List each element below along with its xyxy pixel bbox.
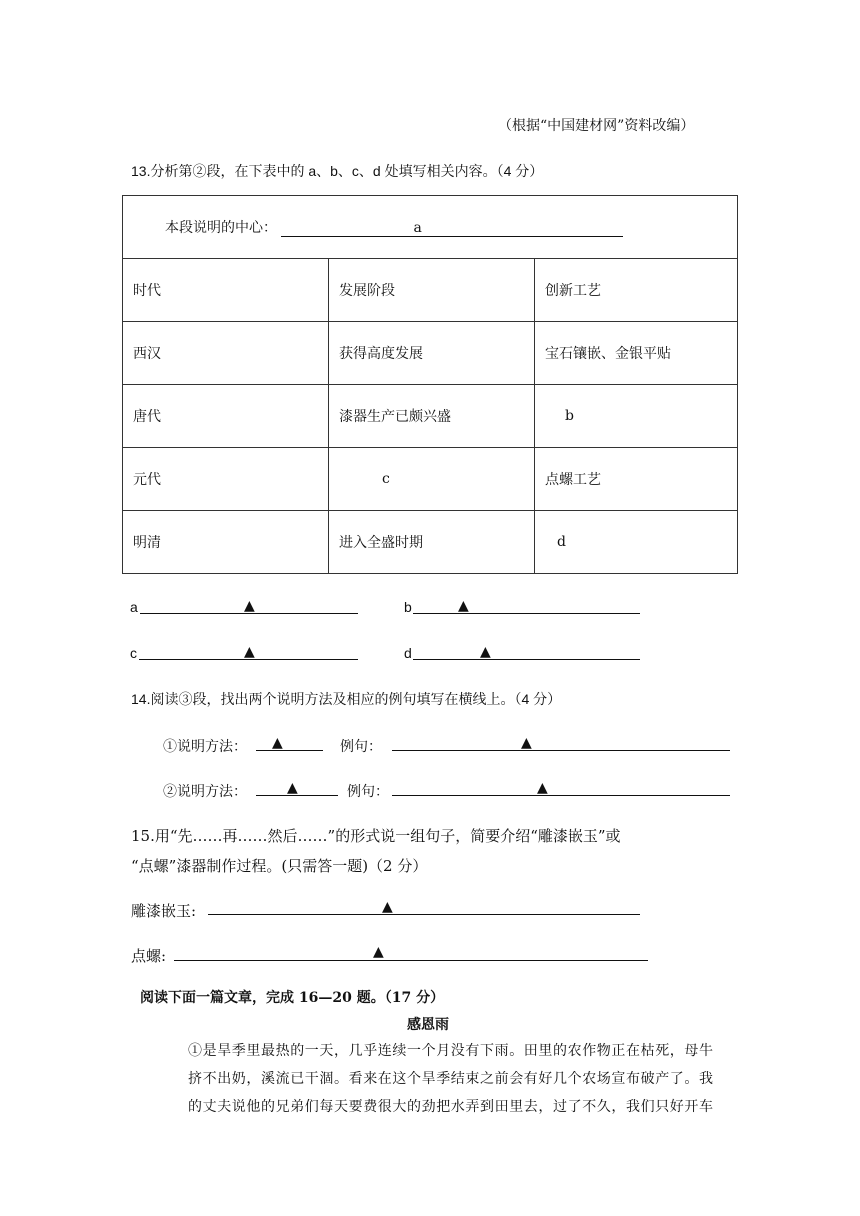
table-cell: 漆器生产已颇兴盛 — [329, 385, 535, 448]
question-13-table — [122, 195, 738, 574]
example-2-label: 例句： — [347, 784, 389, 800]
answer-label-d: d — [404, 645, 412, 661]
triangle-icon: ▲ — [244, 598, 255, 614]
table-cell: 进入全盛时期 — [329, 511, 535, 574]
question-15-line2: “点螺”漆器制作过程。(只需答一题)（2 分） — [131, 857, 428, 875]
method-1-label: ①说明方法： — [163, 739, 247, 755]
question-15-line1: 15.用“先……再……然后……”的形式说一组句子，简要介绍“雕漆嵌玉”或 — [131, 827, 621, 845]
center-label: 本段说明的中心： — [165, 220, 277, 236]
example-1-label: 例句： — [340, 739, 382, 755]
source-note: （根据“中国建材网”资料改编） — [498, 118, 695, 134]
table-cell-blank-d: d — [535, 511, 738, 574]
method-2-label: ②说明方法： — [163, 784, 247, 800]
table-cell: 获得高度发展 — [329, 322, 535, 385]
table-row — [123, 385, 738, 448]
answer-label-b: b — [404, 599, 412, 615]
table-cell: 明清 — [123, 511, 329, 574]
question-13-title: 13.分析第②段，在下表中的 a、b、c、d 处填写相关内容。（4 分） — [131, 163, 544, 179]
article-paragraph-line: ①是旱季里最热的一天，几乎连续一个月没有下雨。田里的农作物正在枯死，母牛 — [188, 1043, 714, 1059]
table-row — [123, 322, 738, 385]
triangle-icon: ▲ — [373, 944, 384, 960]
answer-line-d[interactable] — [413, 659, 640, 660]
triangle-icon: ▲ — [521, 735, 532, 751]
triangle-icon: ▲ — [287, 780, 298, 796]
answer-a-marker: a — [413, 220, 422, 236]
example-1-field[interactable] — [392, 750, 730, 751]
triangle-icon: ▲ — [272, 735, 283, 751]
table-center-row — [123, 196, 738, 259]
q15-answer-field-2[interactable] — [174, 960, 648, 961]
triangle-icon: ▲ — [244, 644, 255, 660]
table-cell: 点螺工艺 — [535, 448, 738, 511]
q15-answer-label-2: 点螺: — [131, 947, 167, 965]
table-row — [123, 448, 738, 511]
method-1-field[interactable] — [256, 750, 323, 751]
table-row — [123, 511, 738, 574]
triangle-icon: ▲ — [382, 899, 393, 915]
table-header-row — [123, 259, 738, 322]
answer-label-c: c — [130, 645, 137, 661]
triangle-icon: ▲ — [537, 780, 548, 796]
table-cell: 元代 — [123, 448, 329, 511]
table-header-cell: 时代 — [123, 259, 329, 322]
table-header-cell: 创新工艺 — [535, 259, 738, 322]
question-14-title: 14.阅读③段，找出两个说明方法及相应的例句填写在横线上。（4 分） — [131, 691, 562, 707]
example-2-field[interactable] — [392, 795, 730, 796]
q15-answer-label-1: 雕漆嵌玉: — [131, 902, 197, 920]
table-cell-blank-c: c — [329, 448, 535, 511]
table-cell: 唐代 — [123, 385, 329, 448]
table-cell: 宝石镶嵌、金银平贴 — [535, 322, 738, 385]
triangle-icon: ▲ — [458, 598, 469, 614]
table-header-cell: 发展阶段 — [329, 259, 535, 322]
table-cell: 西汉 — [123, 322, 329, 385]
article-paragraph-line: 挤不出奶，溪流已干涸。看来在这个旱季结束之前会有好几个农场宣布破产了。我 — [188, 1071, 714, 1087]
triangle-icon: ▲ — [480, 644, 491, 660]
article-paragraph-line: 的丈夫说他的兄弟们每天要费很大的劲把水弄到田里去，过了不久，我们只好开车 — [188, 1099, 714, 1115]
answer-line-b[interactable] — [413, 613, 640, 614]
answer-label-a: a — [130, 599, 138, 615]
q15-answer-field-1[interactable] — [208, 914, 640, 915]
article-title: 感恩雨 — [407, 1017, 449, 1033]
table-cell-blank-b: b — [535, 385, 738, 448]
reading-instruction: 阅读下面一篇文章，完成 16—20 题。（17 分） — [140, 990, 445, 1006]
center-answer-field[interactable] — [281, 220, 623, 237]
